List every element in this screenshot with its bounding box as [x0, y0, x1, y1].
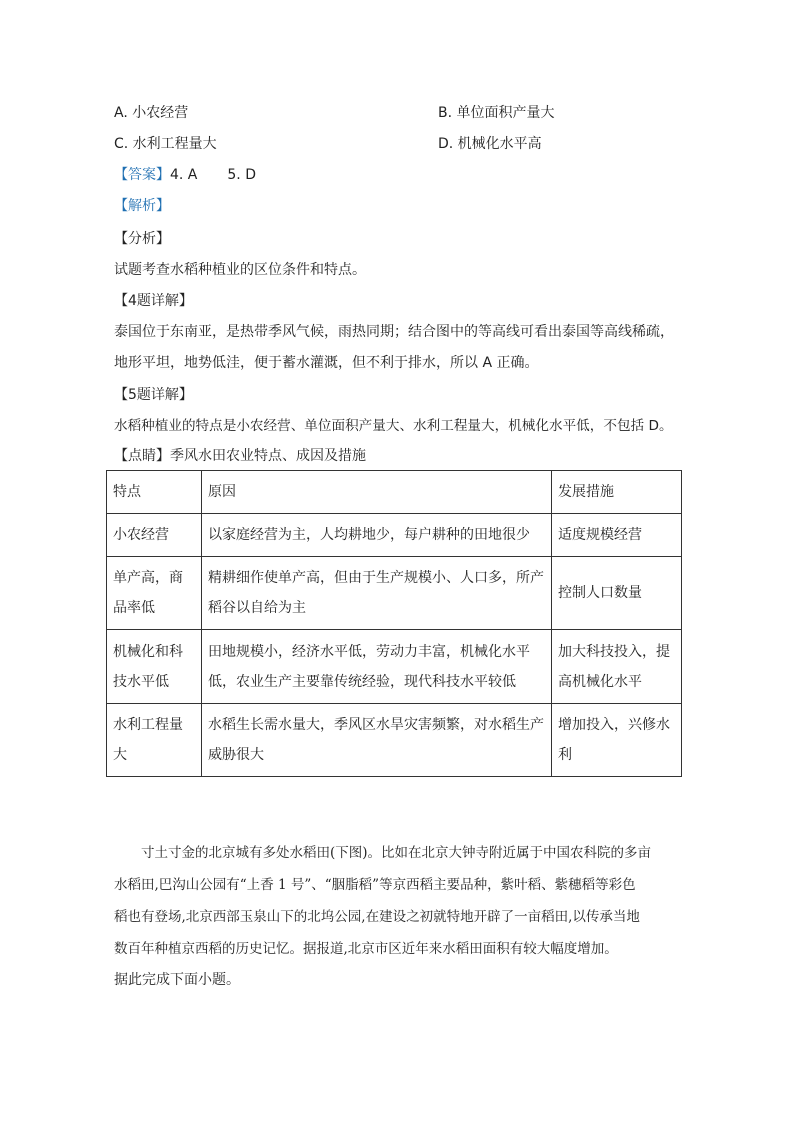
q5-detail-line1: 水稻种植业的特点是小农经营、单位面积产量大、水利工程量大，机械化水平低，不包括 D。	[114, 418, 673, 434]
table-row	[107, 630, 682, 704]
dianjing-line	[114, 446, 366, 466]
table-cell: 增加投入，兴修水利	[552, 704, 682, 777]
fenxi-tag: 【分析】	[114, 231, 170, 247]
answer-q5: 5. D	[227, 167, 256, 183]
table-cell: 适度规模经营	[552, 514, 682, 557]
passage-line4: 数百年种植京西稻的历史记忆。据报道,北京市区近年来水稻田面积有较大幅度增加。	[114, 941, 618, 957]
table-cell: 水稻生长需水量大，季风区水旱灾害频繁，对水稻生产威胁很大	[202, 704, 552, 777]
table-cell: 水利工程量大	[107, 704, 202, 777]
fenxi-text: 试题考查水稻种植业的区位条件和特点。	[114, 262, 366, 278]
table-cell: 机械化和科技水平低	[107, 630, 202, 704]
notes-table	[106, 470, 682, 777]
table-cell: 精耕细作使单产高，但由于生产规模小、人口多，所产稻谷以自给为主	[202, 557, 552, 630]
q4-detail-tag: 【4题详解】	[114, 293, 193, 309]
table-header-cell: 特点	[107, 471, 202, 514]
table-row	[107, 514, 682, 557]
table-cell: 加大科技投入，提高机械化水平	[552, 630, 682, 704]
table-cell: 田地规模小，经济水平低，劳动力丰富，机械化水平低，农业生产主要靠传统经验，现代科技水平较低	[202, 630, 552, 704]
table-cell: 小农经营	[107, 514, 202, 557]
passage-instruction: 据此完成下面小题。	[114, 972, 240, 988]
answer-tag: 【答案】	[114, 167, 170, 183]
q4-detail-line2: 地形平坦，地势低洼，便于蓄水灌溉，但不利于排水，所以 A 正确。	[114, 355, 539, 371]
answer-q4: 4. A	[170, 167, 198, 183]
dianjing-text: 季风水田农业特点、成因及措施	[170, 448, 366, 464]
option-c: C. 水利工程量大	[114, 136, 217, 152]
passage-line2: 水稻田,巴沟山公园有“上香 1 号”、“胭脂稻”等京西稻主要品种，紫叶稻、紫穗稻等彩色	[114, 877, 636, 893]
option-d: D. 机械化水平高	[438, 136, 542, 152]
option-b: B. 单位面积产量大	[438, 105, 555, 121]
table-cell: 单产高，商品率低	[107, 557, 202, 630]
table-row	[107, 557, 682, 630]
table-cell: 控制人口数量	[552, 557, 682, 630]
table-header-cell: 发展措施	[552, 471, 682, 514]
table-row	[107, 704, 682, 777]
option-a: A. 小农经营	[114, 105, 189, 121]
passage-line1: 寸土寸金的北京城有多处水稻田(下图)。比如在北京大钟寺附近属于中国农科院的多亩	[141, 845, 652, 861]
table-cell: 以家庭经营为主，人均耕地少，每户耕种的田地很少	[202, 514, 552, 557]
table-header-row	[107, 471, 682, 514]
dianjing-tag: 【点睛】	[114, 448, 170, 464]
passage-line3: 稻也有登场,北京西部玉泉山下的北坞公园,在建设之初就特地开辟了一亩稻田,以传承当地	[114, 909, 640, 925]
table-header-cell: 原因	[202, 471, 552, 514]
q5-detail-tag: 【5题详解】	[114, 387, 193, 403]
answer-line	[114, 165, 256, 185]
q4-detail-line1: 泰国位于东南亚，是热带季风气候，雨热同期；结合图中的等高线可看出泰国等高线稀疏，	[114, 324, 674, 340]
analysis-tag: 【解析】	[114, 198, 170, 214]
